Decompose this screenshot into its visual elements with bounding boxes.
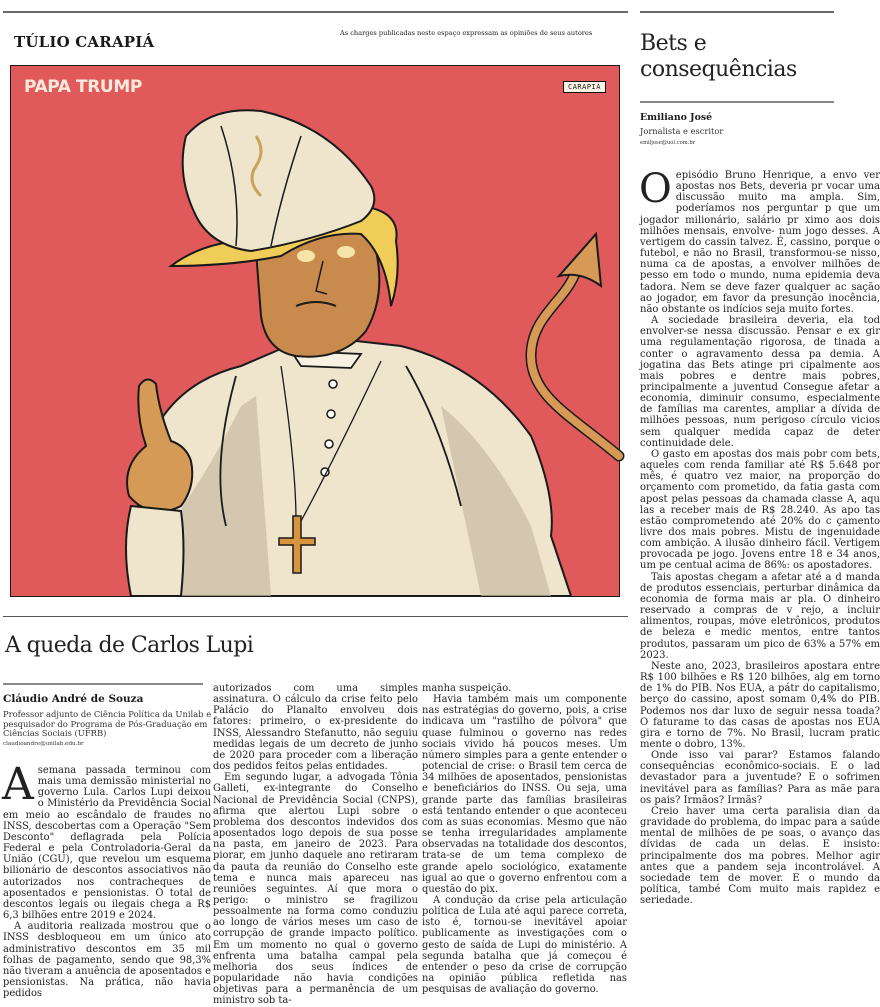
paragraph: Creio haver uma certa paralisia dian da gravidade do problema, do impac para a saúde mental de milhões de pe soas, o avanço das dívidas de cada un delas. E insisto: principalmente dos ma pobres. Melhor agir antes que a pandem seja incontrolável. A sociedade tem de mover. E o mundo da política, també Com muito mais rapidez e seriedade. — [640, 805, 880, 907]
article-body-bets — [639, 166, 880, 907]
author-name-lupi: Cláudio André de Souza — [3, 693, 144, 705]
devil-tail — [531, 271, 619, 456]
article-title-bets — [640, 31, 797, 83]
top-rule-right — [640, 11, 834, 13]
paragraph: Tais apostas chegam a afetar até a d manda de produtos essenciais, perturbar dinâmica da economia de forma mais ar pla. O dinheiro reservado a compras de v rejo, a incluir alimentos, roupas, móve eletrônicos, produtos de beleza e medic mentos, entre tantos produtos, passaram um pico de 63% a 57% em 2023. — [640, 571, 880, 661]
paragraph: episódio Bruno Henrique, a envo ver apostas nos Bets, deveria pr vocar uma discussão muito ma ampla. Sim, poderíamos nos perguntar p que um jogador milionário, salário pr ximo aos dois milhões mensais, envolve- num jogo desses. A vertigem do cassin talvez. É, cassino, porque o futebol, e não no Brasil, transformou-se nisso, numa ca de apostas, a envolver milhões de pesso em todo o mundo, numa epidemia deva tadora. Nem se deve fazer qualquer ac sação ao jogador, em favor da presunção inocência, não obstante os indícios seja muito fortes. — [640, 170, 880, 315]
article-column-bets — [639, 166, 880, 1000]
author-rule-bets — [640, 101, 834, 103]
cartoon-signature: CARAPIÁ — [563, 81, 606, 93]
paragraph: A auditoria realizada mostrou que o INSS desbloqueou em um único ato administrativo descontos em 35 mil folhas de pagamento, sendo que 98,3% não tiveram a anuência de aposentados e pensionistas. Na prática, não havia pedidos — [3, 921, 211, 1000]
title-line: Bets e — [640, 31, 707, 56]
paragraph: semana passada terminou com mais uma demissão ministerial no governo Lula. Carlos Lupi deixou o Ministério da Previdência Social em meio ao escândalo de fraudes no INSS, descobertas com a Operação "Sem Desconto" deflagrada pela Polícia Federal e pela Controladoria-Geral da União (CGU), que revelou um esquema bilionário de descontos associativos não autorizados nos contracheques de aposentados e pensionistas. O total de descontos legais ou ilegais chega a R$ 6,3 bilhões entre 2019 e 2024. — [3, 765, 211, 922]
title-line: consequências — [640, 57, 797, 82]
article-column-2 — [213, 683, 418, 1007]
article-title-lupi: A queda de Carlos Lupi — [5, 633, 254, 658]
author-email-lupi[interactable]: claudioandre@unilab.edu.br — [3, 741, 84, 747]
cartoon-illustration — [11, 66, 619, 596]
author-role-lupi: Professor adjunto de Ciência Política da Unilab e pesquisador do Programa de Pós-Graduação em Ciências Sociais (UFRB) — [3, 709, 212, 739]
article-column-3 — [422, 683, 627, 995]
section-divider — [3, 616, 628, 617]
devil-tail-tip — [559, 234, 601, 286]
article-column-1 — [2, 759, 211, 1000]
author-rule-lupi — [3, 683, 203, 685]
paragraph: A condução da crise pela articulação política de Lula até aqui parece correta, isto é, tornou-se inevitável apoiar publicamente as investigações com o gesto de saída de Lupi do ministério. A segunda batalha que já começou é entender o peso da crise de corrupção na opinião pública refletida nas pesquisas de avaliação do governo. — [422, 894, 627, 996]
paragraph: Onde isso vai parar? Estamos falando consequências econômico-sociais. E o lad devastador para a juventude? E o sofrimen inevitável para as famílias? Para as mãe para os pais? Irmãos? Irmãs? — [640, 750, 880, 806]
paragraph: O gasto em apostas dos mais pobr com bets, aqueles com renda familiar até R$ 5.648 por mês, é quatro vez maior, na proporção do orçamento com prometido, da fatia gasta com apost pelas pessoas da chamada classe A, aqu las a receber mais de R$ 28.240. As apo tas estão comprometendo até 20% do c çamento livre dos mais pobres. Mistu de ingenuidade com ambição. A ilusão dinheiro fácil. Vertigem provocada pe jogo. Jovens entre 18 e 34 anos, um pe centual acima de 86%: os apostadores. — [640, 448, 880, 572]
drop-cap: O — [639, 166, 672, 212]
paragraph: A sociedade brasileira deveria, ela tod envolver-se nessa discussão. Pensar e ex gir uma regulamentação rigorosa, de tinada a conter o agravamento dessa pa demia. A jogatina das Bets atinge pri cipalmente aos mais pobres e dentre mais pobres, principalmente a juventud Consegue afetar a economia, diminuir consumo, especialmente de famílias ma carentes, ampliar a dívida de milhões pessoas, num perigoso círculo vicios sem qualquer medida capaz de deter continuidade dele. — [640, 315, 880, 449]
paragraph: autorizados com uma simples assinatura. O cálculo da crise feito pelo Palácio do Planalto envolveu dois fatores: primeiro, o ex-presidente do INSS, Alessandro Stefanutto, não seguiu medidas legais de um decreto de junho de 2020 para proceder com a liberação dos pedidos feitos pelas entidades. — [213, 683, 418, 773]
cartoon-image — [10, 65, 620, 597]
top-rule-left — [3, 11, 628, 13]
paragraph: Havia também mais um componente nas estratégias do governo, pois, a crise indicava um "rastilho de pólvora" que quase fulminou o governo nas redes sociais vivido há poucos meses. Um número simples para a gente entender o potencial de crise: o Brasil tem cerca de 34 milhões de aposentados, pensionistas e beneficiários do INSS. Ou seja, uma grande parte das famílias brasileiras está tentando entender o que aconteceu com as suas economias. Mesmo que não se tenha irregularidades amplamente observadas na totalidade dos descontos, trata-se de um tema complexo de grande apelo sociológico, exatamente igual ao que o governo enfrentou com a questão do pix. — [422, 694, 627, 895]
cartoonist-name: TÚLIO CARAPIÁ — [14, 33, 155, 51]
drop-cap: A — [2, 759, 34, 810]
author-role-bets: Jornalista e escritor — [640, 126, 724, 136]
cartoon-disclaimer: As charges publicadas neste espaço expressam as opiniões de seus autores — [340, 29, 593, 37]
paragraph: manha suspeição. — [422, 683, 512, 694]
paragraph: Neste ano, 2023, brasileiros apostara entre R$ 100 bilhões e R$ 120 bilhões, alg em torno de 1% do PIB. Nos EUA, a pátr do capitalismo, berço do cassino, apost somam 0,4% do PIB. Podemos nos dar luxo de seguir nessa toada? O faturame to das casas de apostas nos EUA gira e torno de 7%. No Brasil, lucram pratic mente o dobro, 13%. — [640, 660, 880, 750]
author-name-bets: Emiliano José — [640, 112, 713, 123]
paragraph: Em segundo lugar, a advogada Tônia Galleti, ex-integrante do Conselho Nacional de Previdência Social (CNPS), afirma que alertou Lupi sobre o problema dos descontos indevidos dos aposentados logo depois de sua posse na pasta, em janeiro de 2023. Para piorar, em junho daquele ano retiraram da pauta da reunião do Conselho este tema e nunca mais apareceu nas reuniões seguintes. Aí que mora o perigo: o ministro se fragilizou pessoalmente na forma como conduziu ao longo de vários meses um caso de corrupção de grande impacto político. Em um momento no qual o governo enfrenta uma batalha campal pela melhoria dos seus índices de popularidade não havia condições objetivas para a permanência de um ministro sob ta- — [213, 772, 418, 1007]
author-email-bets[interactable]: emiljose@uol.com.br — [640, 140, 696, 146]
cartoon-title: PAPA TRUMP — [24, 77, 142, 97]
